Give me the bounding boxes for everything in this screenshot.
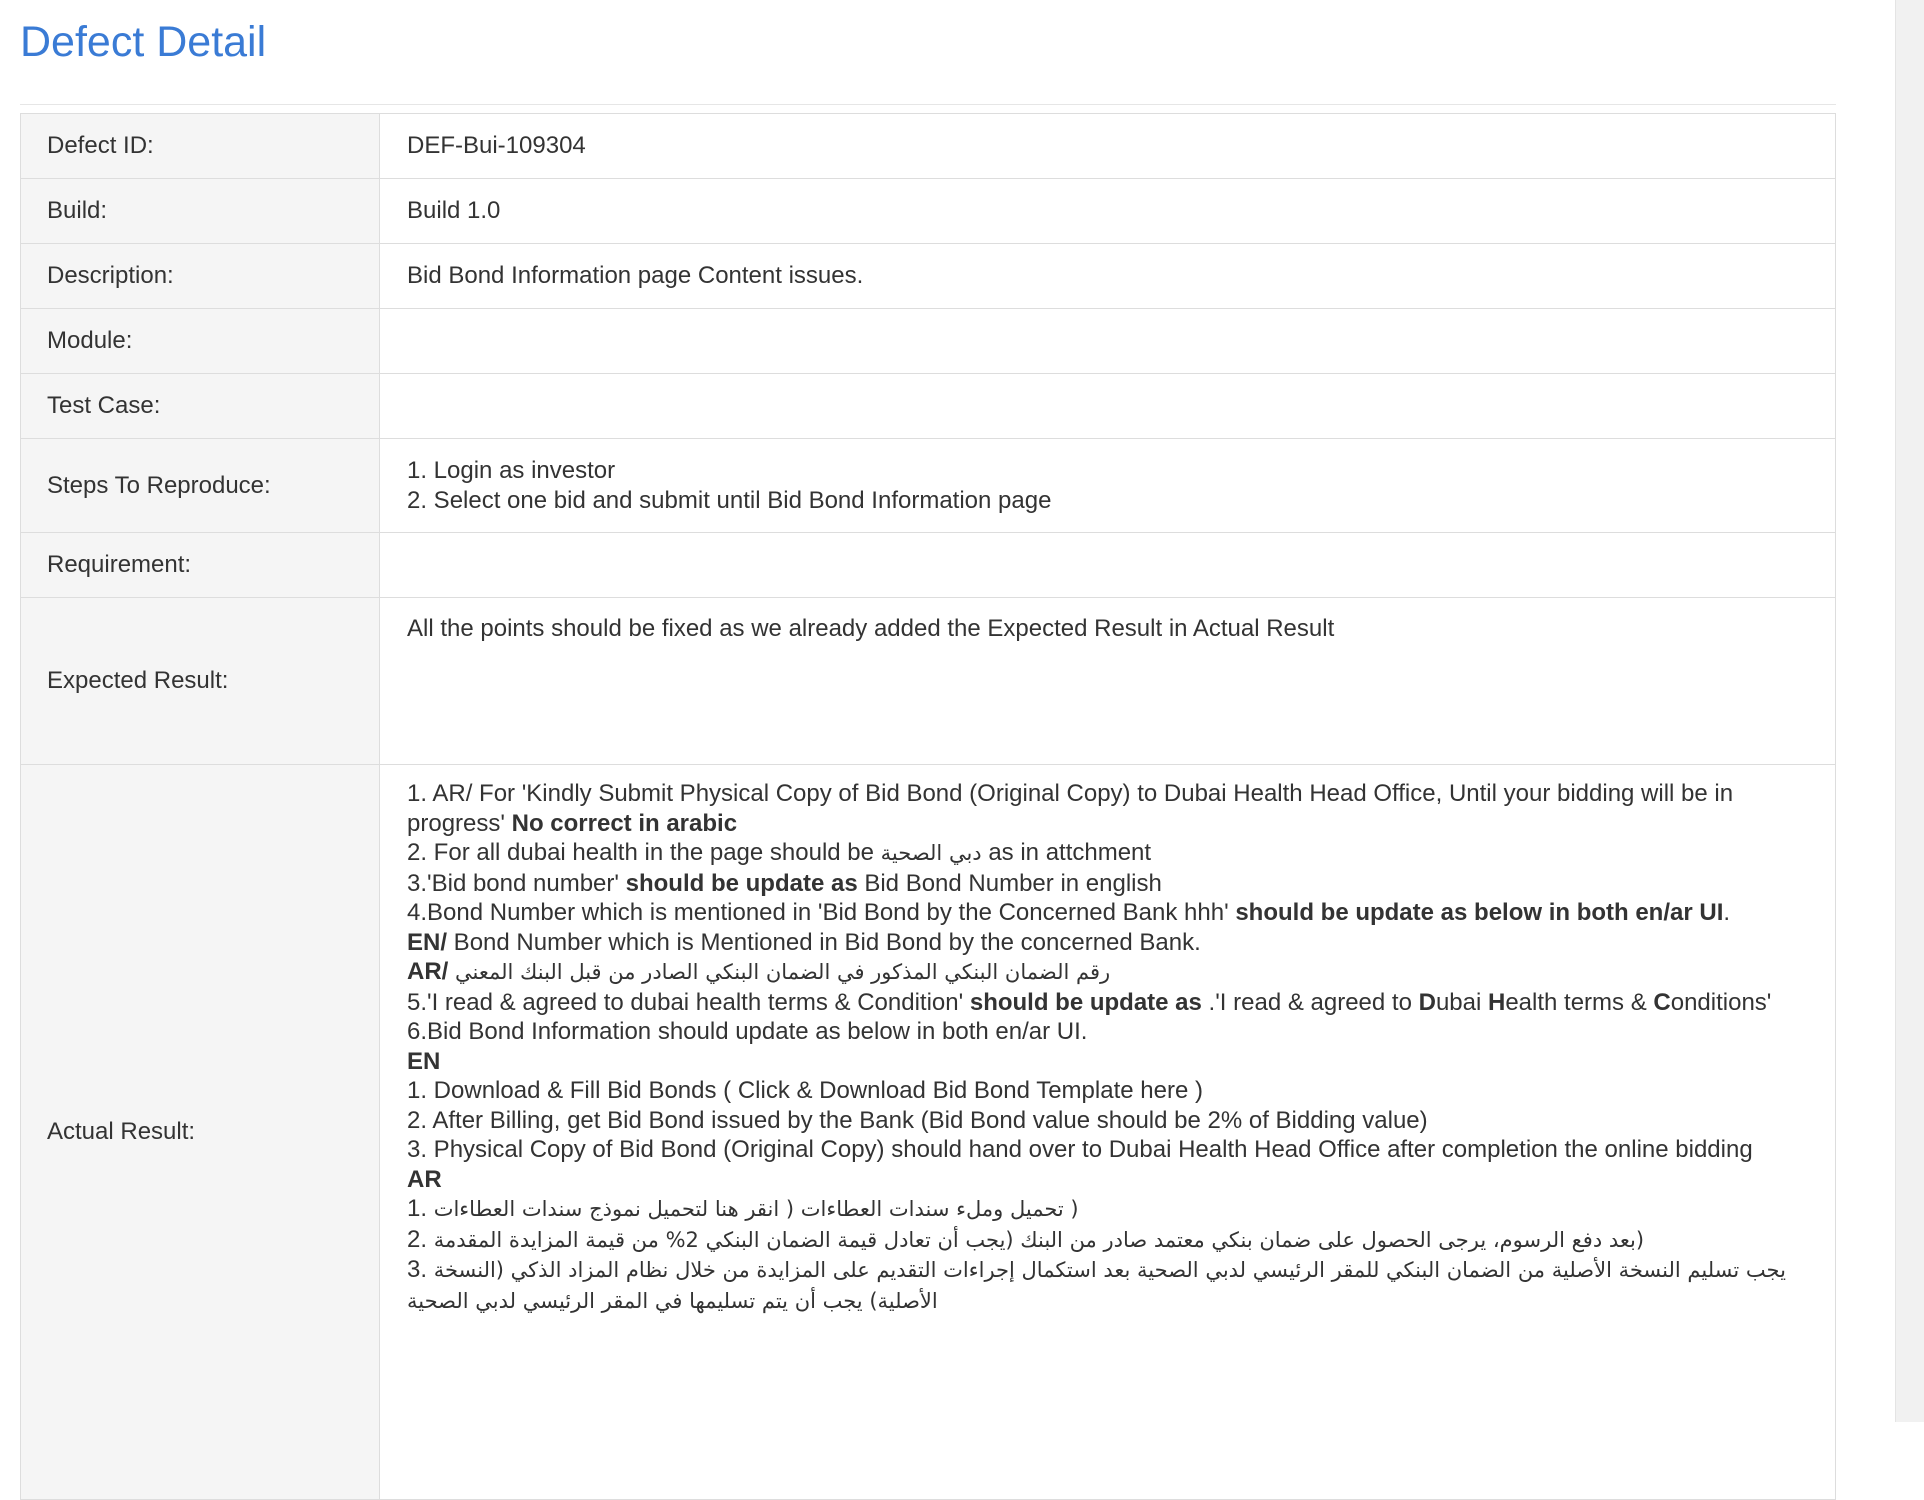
expected-result-label: Expected Result: (21, 598, 380, 765)
defect-detail-page (20, 0, 1836, 1313)
ar-heading: AR (407, 1165, 442, 1193)
actual-ar-line: AR/ رقم الضمان البنكي المذكور في الضمان البنكي الصادر من قبل البنك المعني (407, 958, 1111, 985)
row-expected-result (21, 598, 1836, 765)
test-case-label: Test Case: (21, 374, 380, 439)
expected-result-value: All the points should be fixed as we already added the Expected Result in Actual Result (380, 598, 1836, 765)
test-case-value (380, 374, 1836, 439)
en-bid-bond-line: 3. Physical Copy of Bid Bond (Original Copy) should hand over to Dubai Health Head Office after completion the online bidding (407, 1136, 1753, 1163)
actual-en-line: EN/ Bond Number which is Mentioned in Bid Bond by the concerned Bank. (407, 928, 1201, 956)
steps-label: Steps To Reproduce: (21, 439, 380, 533)
description-label: Description: (21, 244, 380, 309)
row-module (21, 309, 1836, 374)
actual-point-5: 5.'I read & agreed to dubai health terms & Condition' should be update as .'I read & agreed to Dubai Health terms & Conditions' (407, 988, 1772, 1016)
defect-id-label: Defect ID: (21, 114, 380, 179)
actual-point-2: 2. For all dubai health in the page should be دبي الصحية as in attchment (407, 839, 1152, 866)
row-actual-result (21, 765, 1836, 1500)
row-test-case (21, 374, 1836, 439)
row-defect-id (21, 114, 1836, 179)
en-bid-bond-line: 2. After Billing, get Bid Bond issued by the Bank (Bid Bond value should be 2% of Bidding value) (407, 1106, 1428, 1134)
build-value: Build 1.0 (380, 179, 1836, 244)
actual-point-4: 4.Bond Number which is mentioned in 'Bid Bond by the Concerned Bank hhh' should be update as below in both en/ar UI. (407, 899, 1731, 926)
module-label: Module: (21, 309, 380, 374)
ar-bid-bond-line: 3. يجب تسليم النسخة الأصلية من الضمان البنكي للمقر الرئيسي لدبي الصحية بعد استكمال إجراءات التقديم على المزايدة من خلال نظام المزاد الذكي (النسخة الأصلية) يجب أن يتم تسليمها في المقر الرئيسي لدبي الصحية (407, 1256, 1786, 1313)
en-bid-bond-line: 1. Download & Fill Bid Bonds ( Click & Download Bid Bond Template here ) (407, 1077, 1203, 1104)
defect-id-value: DEF-Bui-109304 (380, 114, 1836, 179)
module-value (380, 309, 1836, 374)
actual-result-label: Actual Result: (21, 765, 380, 1500)
row-build (21, 179, 1836, 244)
actual-point-1: 1. AR/ For 'Kindly Submit Physical Copy of Bid Bond (Original Copy) to Dubai Health Head Office, Until your bidding will be in progress' No correct in arabic (407, 780, 1734, 837)
requirement-label: Requirement: (21, 533, 380, 598)
en-heading: EN (407, 1047, 441, 1075)
requirement-value (380, 533, 1836, 598)
build-label: Build: (21, 179, 380, 244)
ar-bid-bond-line: 2. (بعد دفع الرسوم، يرجى الحصول على ضمان بنكي معتمد صادر من البنك (يجب أن تعادل قيمة الضمان البنكي 2% من قيمة المزايدة المقدمة (407, 1225, 1645, 1253)
actual-point-3: 3.'Bid bond number' should be update as Bid Bond Number in english (407, 869, 1162, 897)
step-line: 2. Select one bid and submit until Bid Bond Information page (407, 486, 1052, 514)
description-value: Bid Bond Information page Content issues. (380, 244, 1836, 309)
actual-point-6: 6.Bid Bond Information should update as below in both en/ar UI. (407, 1018, 1088, 1045)
row-requirement (21, 533, 1836, 598)
ar-bid-bond-line: 1. ( تحميل وملء سندات العطاءات ( انقر هنا لتحميل نموذج سندات العطاءات (407, 1195, 1079, 1222)
row-steps-to-reproduce (21, 439, 1836, 533)
row-description (21, 244, 1836, 309)
page-title: Defect Detail (20, 18, 267, 66)
page-scrollbar-track[interactable] (1895, 0, 1924, 1422)
steps-value (380, 439, 1836, 533)
defect-detail-table (20, 113, 1836, 1500)
step-line: 1. Login as investor (407, 457, 616, 484)
actual-result-value (380, 765, 1836, 1500)
title-divider (20, 104, 1836, 105)
